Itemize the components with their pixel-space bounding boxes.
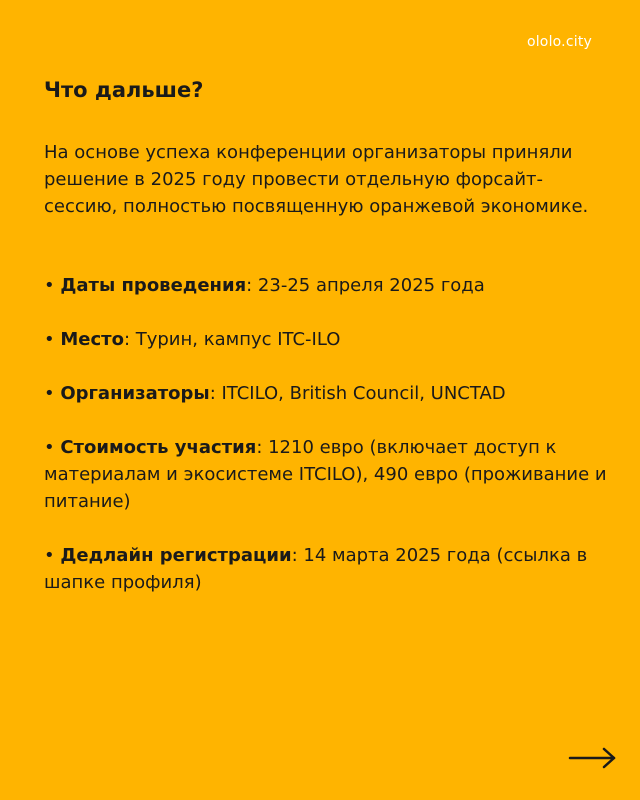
bullet-text: : 23-25 апреля 2025 года	[246, 275, 485, 296]
list-item-dates: • Даты проведения: 23-25 апреля 2025 года	[44, 275, 485, 296]
bullet-text: : 1210 евро (включает доступ к материалам и экосистеме ITCILO), 490 евро (проживание и питание)	[44, 437, 607, 512]
list-item-place: • Место: Турин, кампус ITC-ILO	[44, 329, 341, 350]
bullet-text: : Турин, кампус ITC-ILO	[123, 329, 341, 350]
list-item-deadline: • Дедлайн регистрации: 14 марта 2025 года (ссылка в шапке профиля)	[44, 545, 588, 593]
intro-paragraph: На основе успеха конференции организаторы приняли решение в 2025 году провести отдельную форсайт-сессию, полностью посвященную оранжевой экономике.	[44, 142, 589, 217]
bullet-text: : 14 марта 2025 года (ссылка в шапке профиля)	[44, 545, 588, 593]
info-list	[44, 272, 614, 623]
list-item-cost: • Стоимость участия: 1210 евро (включает доступ к материалам и экосистеме ITCILO), 490 евро (проживание и питание)	[44, 437, 607, 512]
list-item-organizers: • Организаторы: ITCILO, British Council, UNCTAD	[44, 383, 506, 404]
bullet-label: Организаторы	[60, 383, 210, 404]
bullet-label: Даты проведения	[60, 275, 247, 296]
bullet-text: : ITCILO, British Council, UNCTAD	[209, 383, 506, 404]
arrow-right-icon[interactable]	[568, 746, 618, 770]
page-title: Что дальше?	[44, 78, 204, 102]
bullet-label: Стоимость участия	[60, 437, 257, 458]
brand-logo-text: ololo.city	[526, 34, 592, 50]
bullet-label: Место	[60, 329, 124, 350]
bullet-label: Дедлайн регистрации	[60, 545, 292, 566]
